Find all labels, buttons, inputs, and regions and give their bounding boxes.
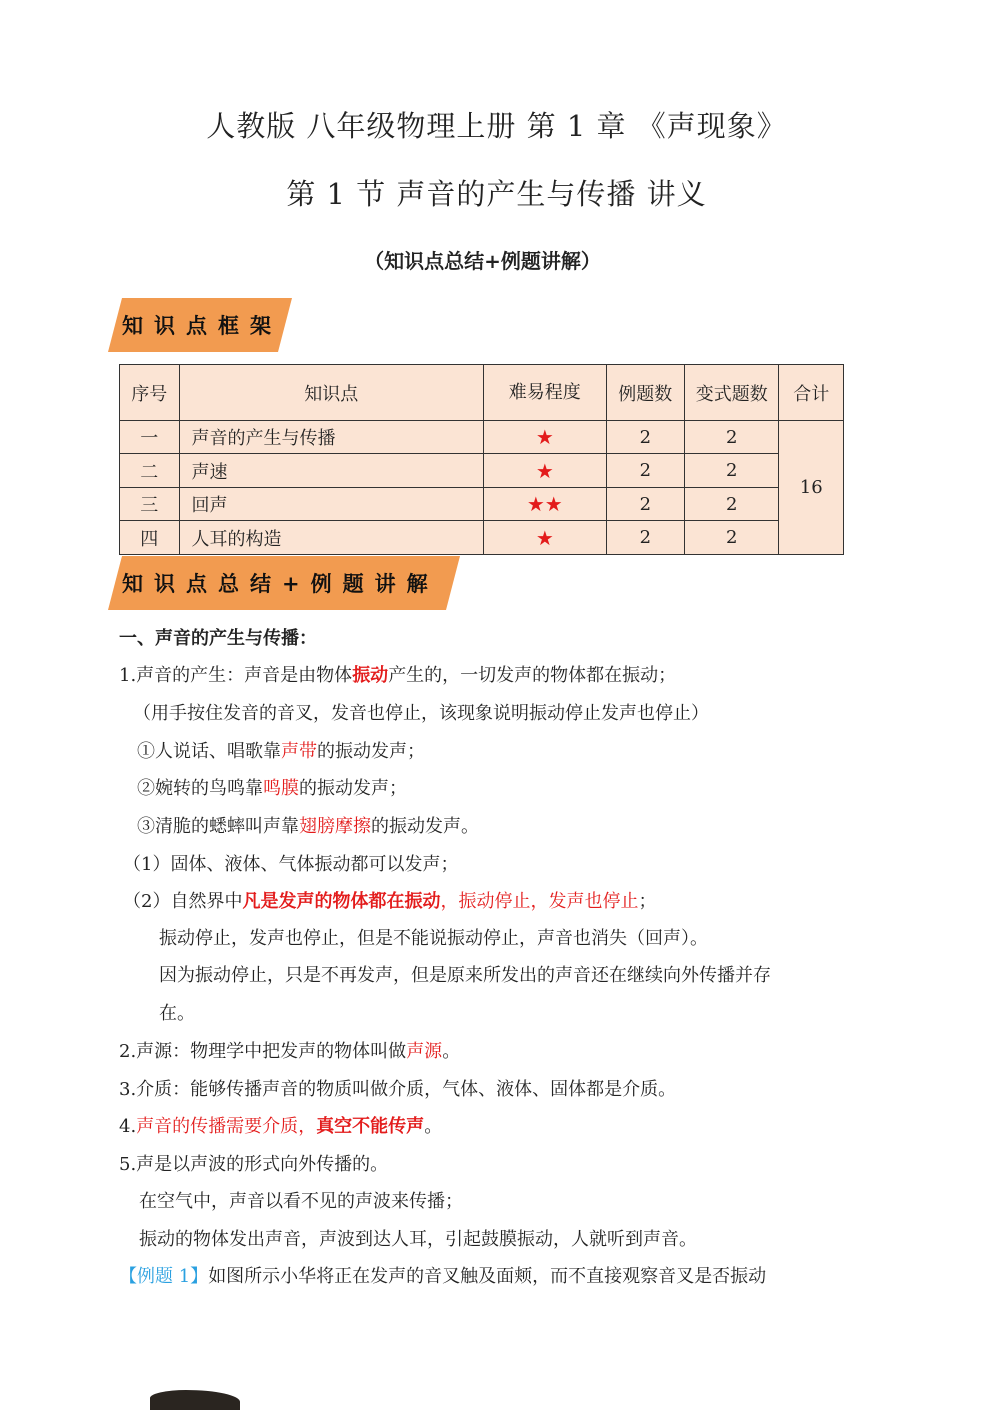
paragraph: 3.介质：能够传播声音的物质叫做介质，气体、液体、固体都是介质。	[119, 1079, 677, 1100]
row-topic: 回声	[179, 488, 483, 521]
text: 2.声源：物理学中把发声的物体叫做	[119, 1041, 407, 1062]
header-cell: 例题数	[606, 365, 684, 421]
text: （2）自然界中	[123, 891, 243, 912]
highlight-text: ，	[298, 1116, 317, 1137]
example-label: 【例题 1】	[119, 1266, 209, 1287]
highlight-text: 声音的传播需要介质	[136, 1116, 299, 1137]
row-examples: 2	[606, 488, 684, 521]
row-number: 四	[120, 521, 180, 555]
text: ③清脆的蟋蟀叫声靠	[137, 816, 299, 837]
paragraph: 振动停止，发声也停止，但是不能说振动停止，声音也消失（回声）。	[159, 928, 708, 949]
paragraph	[137, 774, 407, 800]
illustration-fragment	[150, 1390, 240, 1410]
paragraph	[119, 1112, 442, 1138]
row-examples: 2	[606, 521, 684, 555]
row-topic: 声速	[179, 454, 483, 488]
highlight-text: 声源	[406, 1041, 443, 1062]
document-subtitle: （知识点总结+例题讲解）	[364, 249, 601, 273]
banner-summary-label: 知识点总结+例题讲解	[122, 571, 439, 596]
row-variants: 2	[685, 521, 779, 555]
table-row	[120, 521, 844, 555]
row-number: 一	[120, 421, 180, 454]
header-cell: 序号	[120, 365, 180, 421]
row-difficulty: ★	[483, 521, 606, 555]
row-difficulty: ★	[483, 454, 606, 488]
row-examples: 2	[606, 421, 684, 454]
text: 的振动发声；	[317, 741, 425, 762]
highlight-text: ，振动停止，发声也停止	[440, 891, 639, 912]
highlight-text: 声带	[281, 741, 317, 762]
row-examples: 2	[606, 454, 684, 488]
row-topic: 人耳的构造	[179, 521, 483, 555]
row-variants: 2	[685, 454, 779, 488]
text: ②婉转的鸟鸣靠	[137, 778, 263, 799]
paragraph	[137, 812, 479, 838]
highlight-text: 振动	[352, 665, 389, 686]
banner-summary	[108, 556, 460, 610]
paragraph	[119, 661, 676, 687]
row-variants: 2	[685, 421, 779, 454]
highlight-text: 真空不能传声	[316, 1116, 425, 1137]
banner-framework-label: 知识点框架	[122, 313, 282, 338]
paragraph	[137, 737, 425, 763]
table-header-row	[120, 365, 844, 421]
paragraph	[123, 887, 656, 913]
section-title: 第 1 节 声音的产生与传播 讲义	[286, 177, 707, 211]
text: 的振动发声。	[371, 816, 479, 837]
row-number: 三	[120, 488, 180, 521]
paragraph: （用手按住发音的音叉，发音也停止，该现象说明振动停止发声也停止）	[133, 703, 709, 724]
paragraph: 因为振动停止，只是不再发声，但是原来所发出的声音还在继续向外传播并存	[159, 965, 771, 986]
total-cell: 16	[779, 421, 844, 555]
row-difficulty: ★	[483, 421, 606, 454]
row-difficulty: ★★	[483, 488, 606, 521]
highlight-text: 鸣膜	[263, 778, 299, 799]
text: 的振动发声；	[299, 778, 407, 799]
row-variants: 2	[685, 488, 779, 521]
paragraph: 在。	[159, 1003, 195, 1024]
row-topic: 声音的产生与传播	[179, 421, 483, 454]
text: 1.声音的产生：声音是由物体	[119, 665, 353, 686]
text: 如图所示小华将正在发声的音叉触及面颊，而不直接观察音叉是否振动	[208, 1266, 767, 1287]
header-cell: 难易程度	[483, 365, 606, 421]
document-title: 人教版 八年级物理上册 第 1 章 《声现象》	[206, 109, 787, 143]
knowledge-table	[119, 364, 844, 555]
text: 。	[442, 1041, 461, 1062]
highlight-text: 凡是发声的物体都在振动	[242, 891, 441, 912]
header-cell: 合计	[779, 365, 844, 421]
paragraph: 在空气中，声音以看不见的声波来传播；	[139, 1191, 463, 1212]
banner-framework	[108, 298, 292, 352]
table-row	[120, 454, 844, 488]
text: ①人说话、唱歌靠	[137, 741, 281, 762]
paragraph: 5.声是以声波的形式向外传播的。	[119, 1154, 389, 1175]
header-cell: 知识点	[179, 365, 483, 421]
text: ；	[638, 891, 657, 912]
row-number: 二	[120, 454, 180, 488]
table-row	[120, 421, 844, 454]
header-cell: 变式题数	[685, 365, 779, 421]
highlight-text: 翅膀摩擦	[299, 816, 371, 837]
table-row	[120, 488, 844, 521]
paragraph	[119, 1037, 460, 1063]
example-paragraph	[119, 1262, 766, 1288]
section-heading: 一、声音的产生与传播：	[119, 628, 317, 649]
text: 。	[424, 1116, 443, 1137]
text: 产生的，一切发声的物体都在振动；	[388, 665, 677, 686]
text: 4.	[119, 1116, 137, 1137]
paragraph: （1）固体、液体、气体振动都可以发声；	[123, 854, 459, 875]
paragraph: 振动的物体发出声音，声波到达人耳，引起鼓膜振动，人就听到声音。	[139, 1229, 697, 1250]
